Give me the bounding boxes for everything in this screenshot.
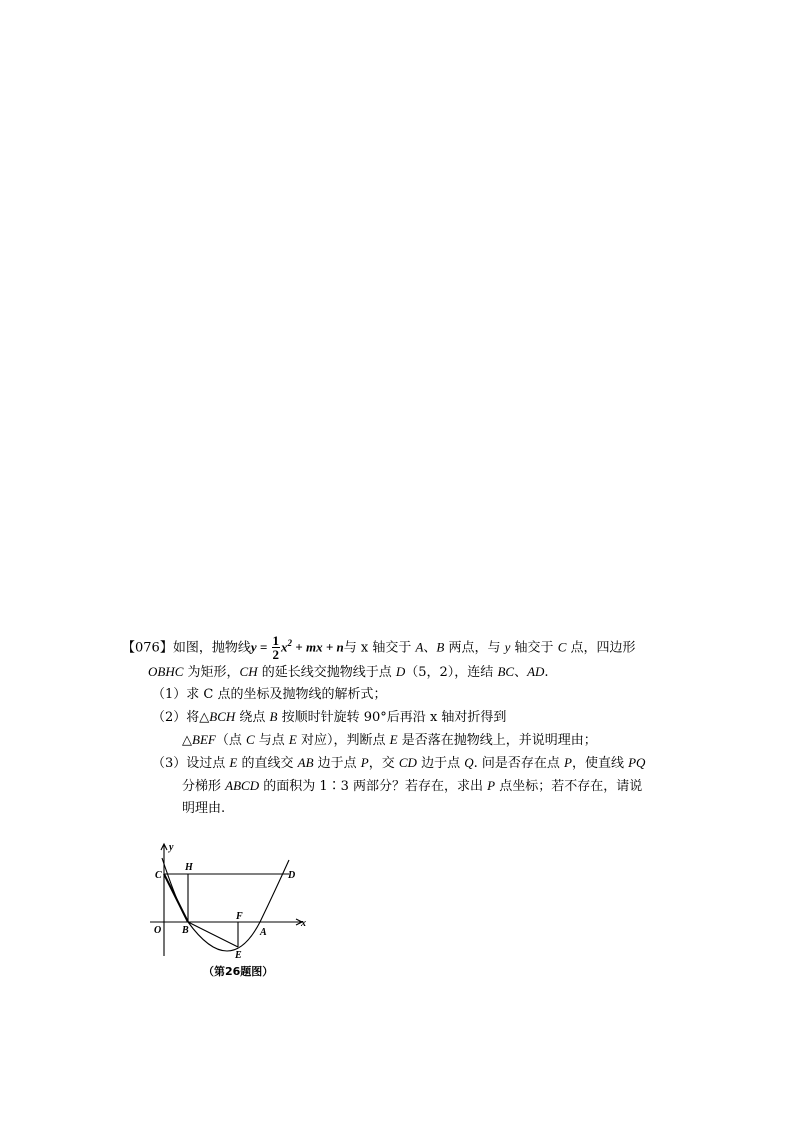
text-segment: 的面积为 1∶3 两部分？若存在，求出 — [259, 779, 488, 795]
text-segment: . — [544, 665, 549, 681]
text-segment: ，使直线 — [571, 756, 629, 772]
text-segment: 的延长线交抛物线于点 — [257, 665, 396, 681]
point-B: B — [269, 709, 278, 725]
point-P: P — [564, 755, 572, 771]
equation-x: x — [281, 639, 288, 655]
text-segment: 与 x 轴交于 — [343, 640, 416, 656]
label-O: O — [154, 925, 162, 936]
equation-y: y — [250, 639, 257, 655]
point-P: P — [360, 755, 369, 771]
parabola-curve — [162, 858, 289, 951]
text-segment: 的直线交 — [237, 756, 298, 772]
segment-BE-line — [188, 922, 238, 947]
text-segment: （点 — [215, 733, 246, 749]
text-segment: ，交 — [368, 756, 399, 772]
label-A: A — [260, 927, 267, 938]
text-segment: 为矩形， — [183, 665, 240, 681]
text-segment: 、 — [514, 665, 528, 681]
text-segment: 与点 — [254, 733, 289, 749]
text-segment: . 问是否存在点 — [473, 756, 564, 772]
trapezoid-ABCD: ABCD — [225, 778, 260, 794]
text-segment: 分梯形 — [182, 779, 226, 795]
text-segment: 边于点 — [416, 756, 465, 772]
point-P: P — [487, 778, 496, 794]
segment-CH: CH — [239, 664, 258, 680]
label-D: D — [288, 870, 296, 881]
problem-line-1 — [122, 632, 682, 661]
equation-fraction — [272, 634, 281, 661]
figure-caption: （第26题图） — [203, 965, 274, 978]
question-1: （1）求 C 点的坐标及抛物线的解析式； — [152, 687, 387, 703]
question-3-line-3: 明理由. — [182, 801, 226, 817]
question-2-line-2 — [122, 729, 682, 752]
text-segment: （2）将△ — [152, 710, 210, 726]
text-segment: 轴交于 — [510, 640, 558, 656]
label-x: x — [301, 918, 306, 929]
triangle-BCH: BCH — [209, 709, 236, 725]
label-B: B — [182, 925, 189, 936]
point-A: A — [415, 639, 424, 655]
rectangle-name: OBHC — [148, 664, 184, 680]
point-D: D — [395, 664, 406, 680]
label-E: E — [235, 950, 242, 961]
text-segment: 点，四边形 — [566, 640, 636, 656]
text-segment: △ — [182, 733, 192, 749]
problem-block — [122, 632, 682, 820]
segment-PQ: PQ — [628, 755, 646, 771]
text-segment: 两点，与 — [444, 640, 505, 656]
point-Q: Q — [464, 755, 474, 771]
text-segment: 、 — [423, 640, 437, 656]
text-segment: 按顺时针旋转 90°后再沿 x 轴对折得到 — [277, 710, 507, 726]
segment-BC: BC — [497, 664, 515, 680]
segment-AD: AD — [527, 664, 545, 680]
text-segment: 边于点 — [313, 756, 361, 772]
fraction-denominator: 2 — [272, 647, 280, 663]
label-C: C — [155, 870, 162, 881]
point-C: C — [245, 732, 255, 748]
question-3-line-1 — [122, 752, 682, 775]
text-segment: 点坐标；若不存在，请说 — [495, 779, 643, 795]
question-3-line-2 — [122, 775, 682, 798]
problem-number: 【076】 — [122, 640, 173, 656]
geometry-figure — [150, 838, 310, 983]
point-C: C — [557, 639, 567, 655]
label-y: y — [169, 842, 174, 853]
equation-equals: = — [256, 639, 271, 655]
segment-AB: AB — [297, 755, 314, 771]
y-axis-ref: y — [504, 639, 511, 655]
problem-line-2 — [122, 661, 682, 684]
text-segment: （5，2），连结 — [405, 665, 498, 681]
fraction-numerator: 1 — [272, 633, 280, 649]
problem-lead: 如图，抛物线 — [172, 640, 251, 656]
text-segment: 绕点 — [235, 710, 270, 726]
point-E: E — [389, 732, 398, 748]
point-E: E — [288, 732, 297, 748]
label-F: F — [236, 911, 243, 922]
text-segment: 对应），判断点 — [296, 733, 390, 749]
label-H: H — [185, 862, 193, 873]
text-segment: 是否落在抛物线上，并说明理由； — [397, 733, 597, 749]
text-segment: （3）设过点 — [152, 756, 230, 772]
equation-exponent: 2 — [287, 638, 293, 648]
equation-rest: + mx + n — [292, 639, 344, 655]
triangle-BEF: BEF — [192, 732, 216, 748]
segment-CD: CD — [398, 755, 417, 771]
question-2-line-1 — [122, 706, 682, 729]
point-B: B — [436, 639, 445, 655]
point-E: E — [229, 755, 238, 771]
